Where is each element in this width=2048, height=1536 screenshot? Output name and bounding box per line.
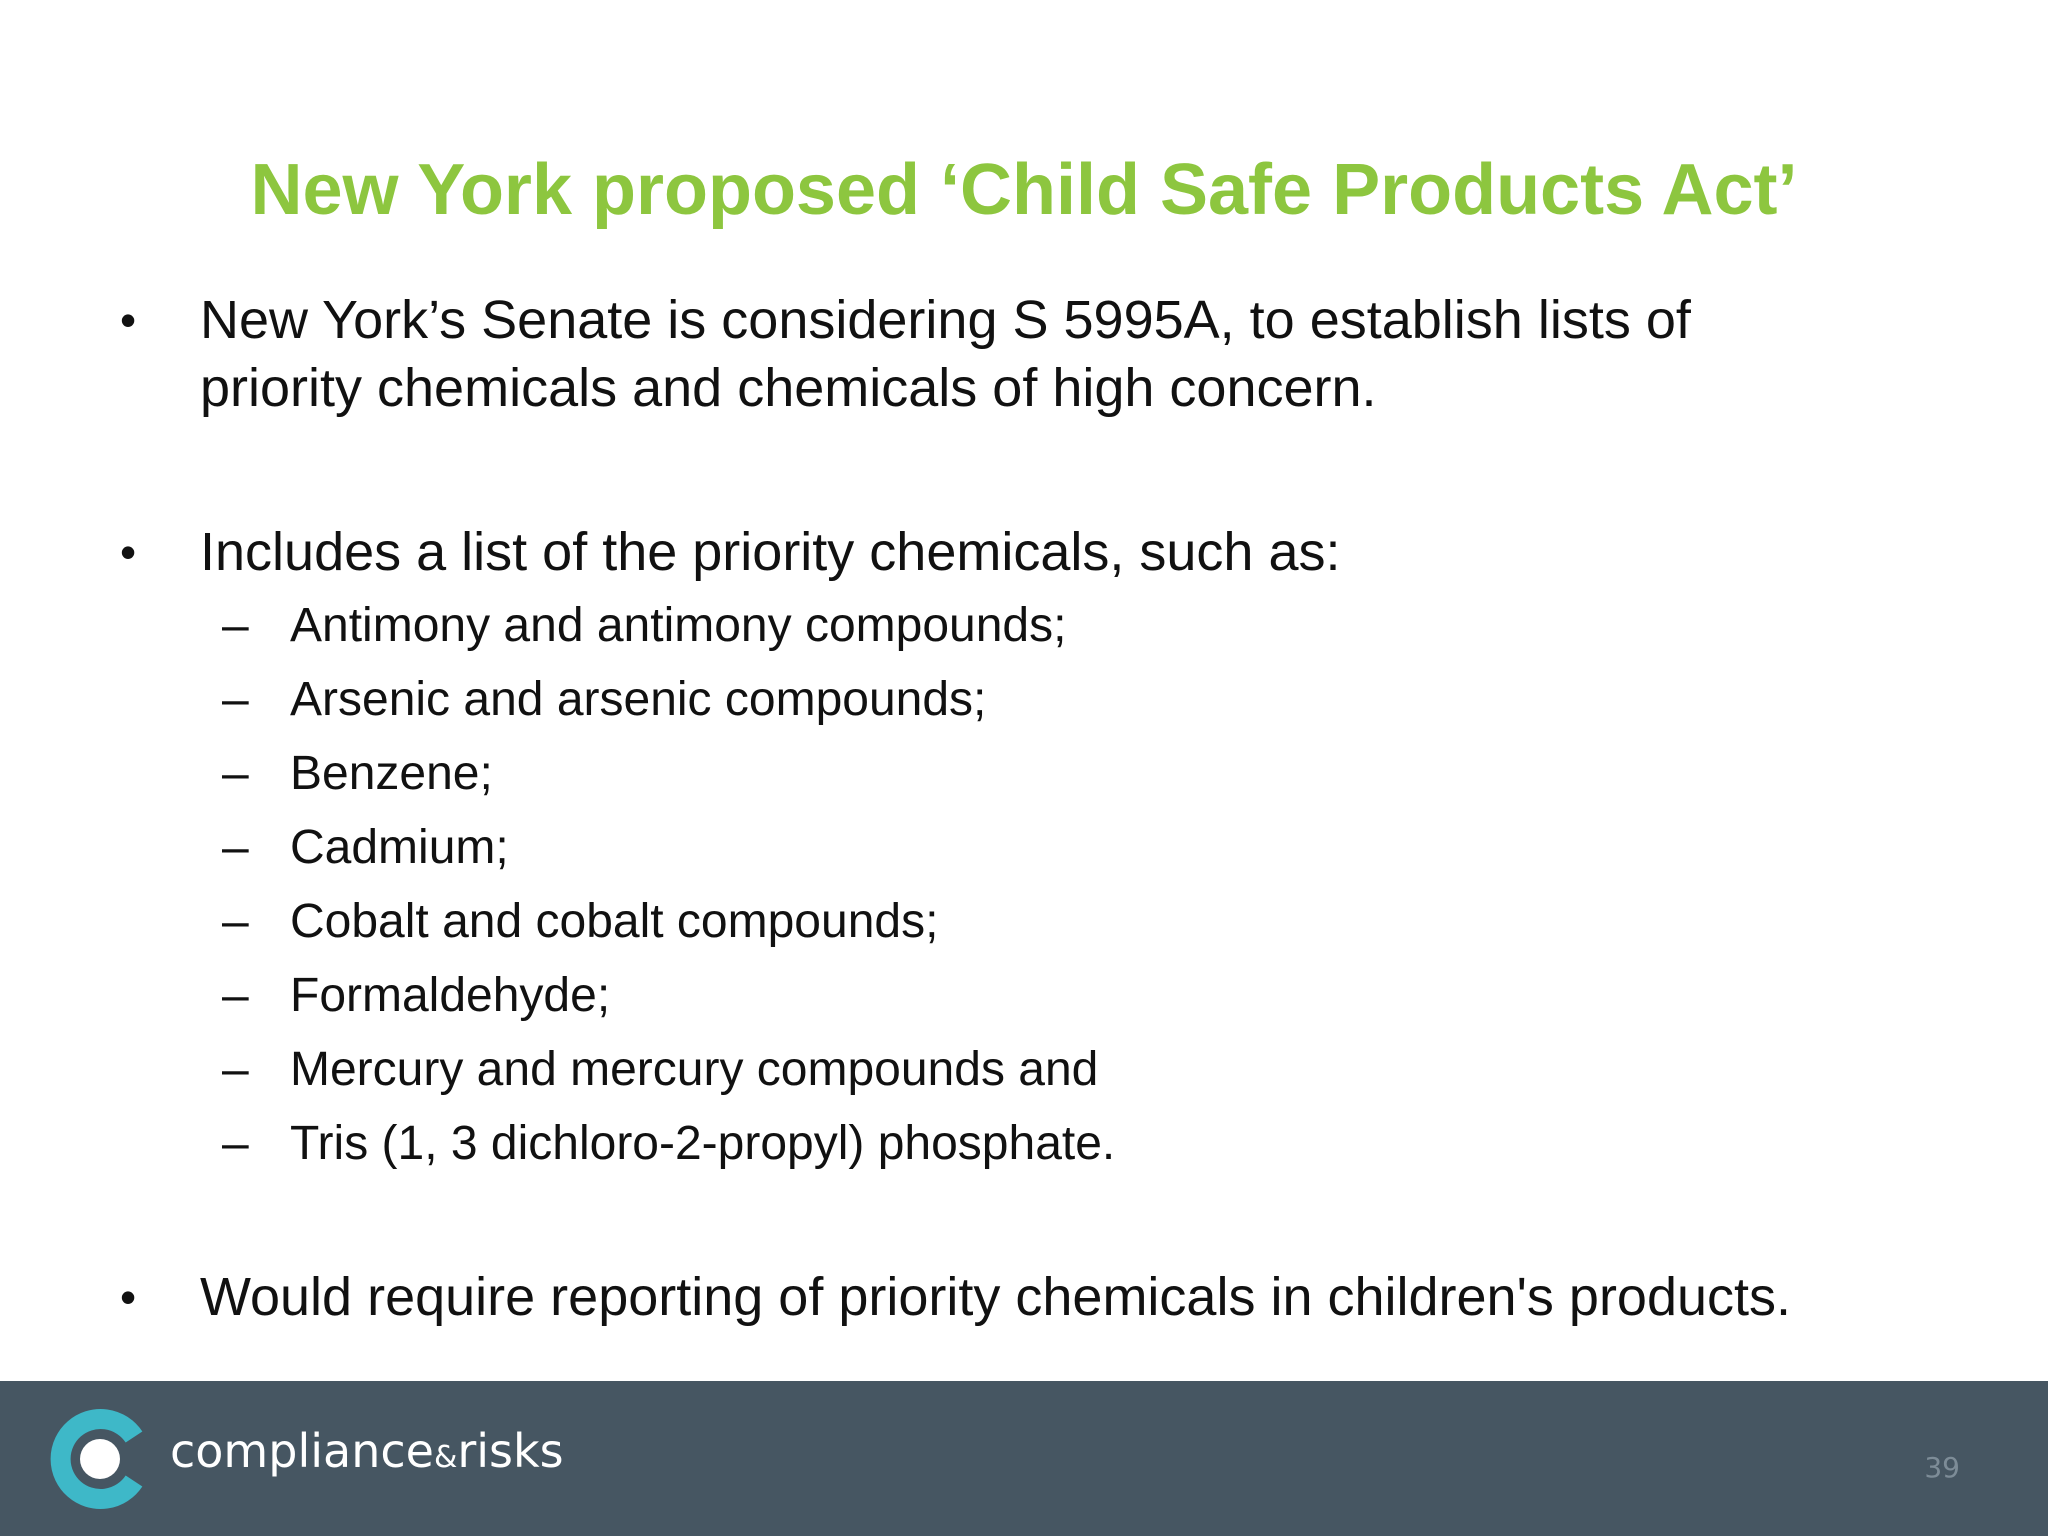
dash-marker: – bbox=[222, 1043, 249, 1096]
company-logo-wordmark bbox=[170, 1423, 564, 1486]
bullet-item-priority-list bbox=[0, 518, 2048, 586]
dash-marker: – bbox=[222, 673, 249, 726]
list-item-text: Cobalt and cobalt compounds; bbox=[290, 895, 939, 948]
slide-footer bbox=[0, 1381, 2048, 1536]
dash-marker: – bbox=[222, 969, 249, 1022]
list-item-text: Cadmium; bbox=[290, 821, 509, 874]
list-item bbox=[0, 1114, 2048, 1188]
bullet-item-senate-bill bbox=[0, 286, 2048, 426]
bullet-text: Would require reporting of priority chemicals in children's products. bbox=[200, 1267, 1792, 1327]
list-item bbox=[0, 596, 2048, 670]
page-number: 39 bbox=[1924, 1451, 1960, 1484]
bullet-marker: • bbox=[120, 294, 137, 346]
list-item bbox=[0, 1040, 2048, 1114]
list-item-text: Tris (1, 3 dichloro-2-propyl) phosphate. bbox=[290, 1117, 1116, 1170]
list-item bbox=[0, 670, 2048, 744]
dash-marker: – bbox=[222, 1117, 249, 1170]
list-item-text: Antimony and antimony compounds; bbox=[290, 599, 1067, 652]
list-item bbox=[0, 744, 2048, 818]
bullet-text: Includes a list of the priority chemicals, such as: bbox=[200, 522, 1341, 582]
bullet-text-line: New York’s Senate is considering S 5995A, to establish lists of bbox=[200, 290, 1691, 350]
compliance-risks-c-logo-icon bbox=[48, 1407, 152, 1511]
dash-marker: – bbox=[222, 821, 249, 874]
dash-marker: – bbox=[222, 747, 249, 800]
list-item bbox=[0, 892, 2048, 966]
logo-word-risks: risks bbox=[457, 1424, 564, 1478]
bullet-text bbox=[200, 286, 1920, 422]
list-item-text: Benzene; bbox=[290, 747, 493, 800]
dash-marker: – bbox=[222, 599, 249, 652]
logo-word-compliance: compliance bbox=[170, 1424, 434, 1478]
logo-ampersand: & bbox=[433, 1440, 458, 1475]
slide-title: New York proposed ‘Child Safe Products Act’ bbox=[250, 150, 1798, 230]
list-item-text: Mercury and mercury compounds and bbox=[290, 1043, 1099, 1096]
bullet-marker: • bbox=[120, 1271, 137, 1323]
bullet-marker: • bbox=[120, 526, 137, 578]
list-item-text: Arsenic and arsenic compounds; bbox=[290, 673, 987, 726]
bullet-text-line: priority chemicals and chemicals of high concern. bbox=[200, 358, 1377, 418]
list-item-text: Formaldehyde; bbox=[290, 969, 611, 1022]
list-item bbox=[0, 818, 2048, 892]
list-item bbox=[0, 966, 2048, 1040]
dash-marker: – bbox=[222, 895, 249, 948]
bullet-item-reporting bbox=[0, 1263, 2048, 1331]
